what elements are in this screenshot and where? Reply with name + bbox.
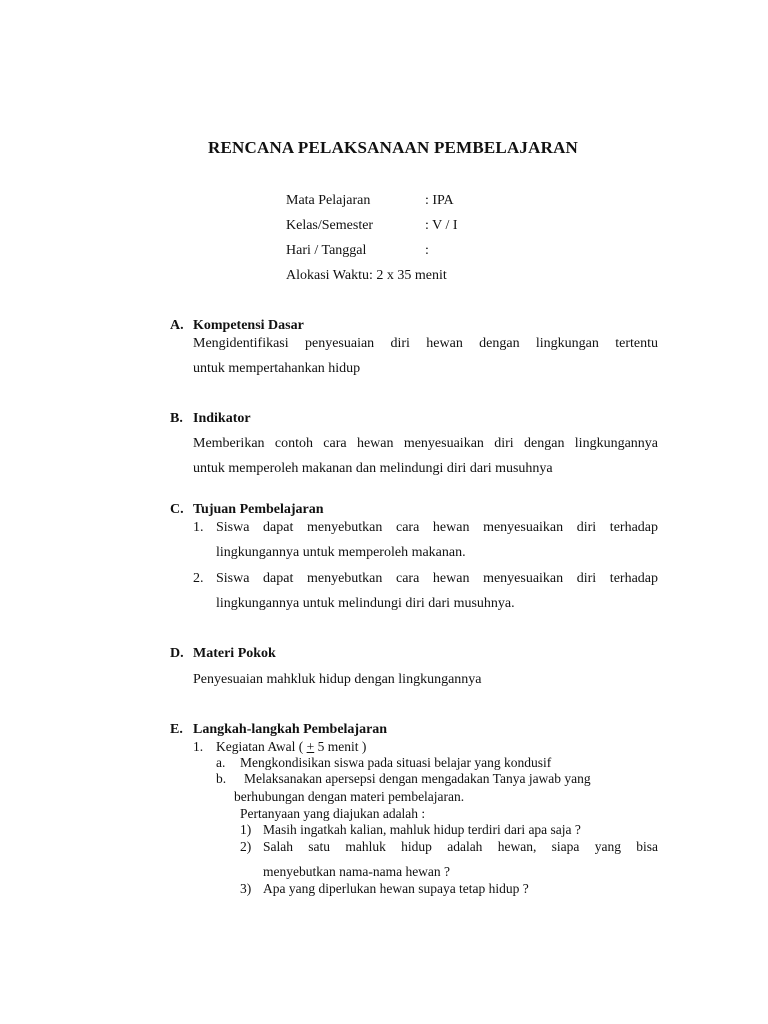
tujuan-item-1-line1: Siswa dapat menyebutkan cara hewan menyesuaikan diri terhadap (216, 520, 658, 535)
section-a-line2: untuk mempertahankan hidup (193, 361, 361, 376)
tujuan-item-2-line1: Siswa dapat menyebutkan cara hewan menyesuaikan diri terhadap (216, 571, 658, 586)
section-b-line1: Memberikan contoh cara hewan menyesuaikan diri dengan lingkungannya (193, 436, 658, 451)
document-title: RENCANA PELAKSANAAN PEMBELAJARAN (208, 138, 579, 157)
tujuan-item-2-line2: lingkungannya untuk melindungi diri dari musuhnya. (216, 596, 515, 611)
section-b-line2: untuk memperoleh makanan dan melindungi diri dari musuhnya (193, 461, 553, 476)
tujuan-item-1-num: 1. (193, 520, 204, 535)
section-e-letter: E. (170, 722, 183, 737)
section-b-heading: Indikator (193, 411, 251, 426)
section-b-letter: B. (170, 411, 183, 426)
sub-b-letter: b. (216, 771, 227, 786)
question-2-num: 2) (240, 839, 252, 854)
kelas-semester-label: Kelas/Semester (286, 218, 374, 233)
section-a-line1: Mengidentifikasi penyesuaian diri hewan dengan lingkungan tertentu (193, 336, 658, 351)
kelas-semester-value: : V / I (425, 218, 458, 233)
section-c-letter: C. (170, 502, 184, 517)
question-1-num: 1) (240, 822, 252, 837)
sub-b-line1: Melaksanakan apersepsi dengan mengadakan Tanya jawab yang (244, 771, 591, 786)
pertanyaan-intro: Pertanyaan yang diajukan adalah : (240, 806, 426, 821)
section-c-heading: Tujuan Pembelajaran (193, 502, 324, 517)
tujuan-item-2-num: 2. (193, 571, 204, 586)
sub-a-letter: a. (216, 755, 226, 770)
section-d-letter: D. (170, 646, 184, 661)
hari-tanggal-label: Hari / Tanggal (286, 243, 367, 258)
sub-a-text: Mengkondisikan siswa pada situasi belajar yang kondusif (240, 755, 552, 770)
mata-pelajaran-value: : IPA (425, 193, 454, 208)
sub-b-line2: berhubungan dengan materi pembelajaran. (234, 789, 465, 804)
tujuan-item-1-line2: lingkungannya untuk memperoleh makanan. (216, 545, 466, 560)
question-2-line1: Salah satu mahluk hidup adalah hewan, siapa yang bisa (263, 839, 658, 854)
step-1-num: 1. (193, 739, 204, 754)
step-1-post: 5 menit ) (314, 739, 367, 754)
step-1-label (216, 739, 366, 755)
section-e-heading: Langkah-langkah Pembelajaran (193, 722, 388, 737)
section-a-letter: A. (170, 318, 184, 333)
question-1-text: Masih ingatkah kalian, mahluk hidup terdiri dari apa saja ? (263, 822, 581, 837)
step-1-plus-minus: + (306, 739, 315, 754)
hari-tanggal-value: : (425, 243, 429, 258)
section-d-heading: Materi Pokok (193, 646, 276, 661)
question-3-num: 3) (240, 881, 252, 896)
alokasi-waktu: Alokasi Waktu: 2 x 35 menit (286, 268, 447, 283)
section-a-heading: Kompetensi Dasar (193, 318, 304, 333)
question-3-text: Apa yang diperlukan hewan supaya tetap hidup ? (263, 881, 529, 896)
mata-pelajaran-label: Mata Pelajaran (286, 193, 371, 208)
question-2-line2: menyebutkan nama-nama hewan ? (263, 864, 451, 879)
step-1-pre: Kegiatan Awal ( (216, 739, 304, 754)
section-d-line1: Penyesuaian mahkluk hidup dengan lingkungannya (193, 672, 482, 687)
